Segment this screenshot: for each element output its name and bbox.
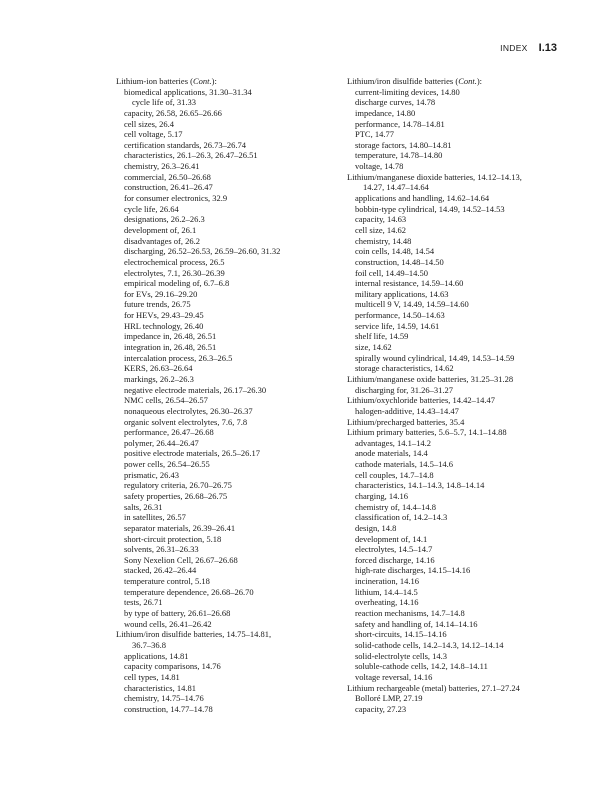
index-subentry: biomedical applications, 31.30–31.34 [124,86,252,97]
index-subentry: cell couples, 14.7–14.8 [355,469,434,480]
index-subentry: classification of, 14.2–14.3 [355,512,448,523]
index-subentry: construction, 26.41–26.47 [124,182,213,193]
index-subentry: electrolytes, 7.1, 26.30–26.39 [124,267,225,278]
index-subentry: shelf life, 14.59 [355,331,409,342]
index-subentry: salts, 26.31 [124,501,163,512]
index-subentry: for consumer electronics, 32.9 [124,193,228,204]
index-subentry: coin cells, 14.48, 14.54 [355,246,435,257]
index-subentry: chemistry, 26.3–26.41 [124,161,200,172]
running-head-section: INDEX [500,43,528,53]
index-subentry: KERS, 26.63–26.64 [124,363,193,374]
index-subentry: solid-electrolyte cells, 14.3 [355,650,448,661]
index-subentry: certification standards, 26.73–26.74 [124,139,247,150]
index-subentry: capacity comparisons, 14.76 [124,661,221,672]
index-subentry: HRL technology, 26.40 [124,320,204,331]
index-subentry: temperature control, 5.18 [124,576,210,587]
index-subentry: spirally wound cylindrical, 14.49, 14.53–14.59 [355,352,515,363]
index-subentry: applications and handling, 14.62–14.64 [355,193,490,204]
index-subentry: bobbin-type cylindrical, 14.49, 14.52–14.53 [355,203,505,214]
index-subentry: intercalation process, 26.3–26.5 [124,352,233,363]
index-subentry: characteristics, 14.81 [124,682,196,693]
index-subentry: nonaqueous electrolytes, 26.30–26.37 [124,405,253,416]
index-continuation: 14.27, 14.47–14.64 [363,182,429,193]
index-subentry: impedance in, 26.48, 26.51 [124,331,217,342]
index-subentry: cell size, 14.62 [355,224,406,235]
index-subentry: foil cell, 14.49–14.50 [355,267,428,278]
index-subentry: designations, 26.2–26.3 [124,214,205,225]
index-subentry: design, 14.8 [355,522,397,533]
page-header [500,42,557,54]
index-subentry: power cells, 26.54–26.55 [124,459,210,470]
index-main-entry: Lithium rechargeable (metal) batteries, 27.1–27.24 [347,682,520,693]
index-subentry: discharging for, 31.26–31.27 [355,384,453,395]
index-subentry: overheating, 14.16 [355,597,419,608]
continued-marker: Cont. [458,76,477,86]
index-subentry: integration in, 26.48, 26.51 [124,342,217,353]
index-subentry: capacity, 27.23 [355,703,407,714]
index-subentry: current-limiting devices, 14.80 [355,86,460,97]
continued-marker: Cont. [192,76,212,86]
index-subentry: cell sizes, 26.4 [124,118,175,129]
index-subentry: wound cells, 26.41–26.42 [124,618,212,629]
index-column-left [116,76,336,714]
index-subentry: for HEVs, 29.43–29.45 [124,310,204,321]
index-subentry: future trends, 26.75 [124,299,191,310]
index-continuation: cycle life of, 31.33 [132,97,196,108]
index-subentry: tests, 26.71 [124,597,163,608]
index-subentry: high-rate discharges, 14.15–14.16 [355,565,471,576]
index-subentry: regulatory criteria, 26.70–26.75 [124,480,232,491]
index-subentry: voltage reversal, 14.16 [355,671,433,682]
index-subentry: short-circuits, 14.15–14.16 [355,629,447,640]
index-subentry: for EVs, 29.16–29.20 [124,288,198,299]
index-subentry: PTC, 14.77 [355,129,394,140]
index-subentry: impedance, 14.80 [355,107,416,118]
index-subentry: charging, 14.16 [355,490,408,501]
index-subentry: negative electrode materials, 26.17–26.30 [124,384,267,395]
index-main-entry: Lithium/iron disulfide batteries, 14.75–14.81, [116,629,272,640]
index-subentry: storage characteristics, 14.62 [355,363,454,374]
index-main-entry: Lithium/manganese dioxide batteries, 14.12–14.13, [347,171,522,182]
index-subentry: electrochemical process, 26.5 [124,256,225,267]
index-subentry: markings, 26.2–26.3 [124,373,194,384]
index-subentry: separator materials, 26.39–26.41 [124,522,236,533]
index-subentry: soluble-cathode cells, 14.2, 14.8–14.11 [355,661,488,672]
index-subentry: chemistry, 14.48 [355,235,412,246]
index-subentry: short-circuit protection, 5.18 [124,533,222,544]
index-column-right [347,76,567,714]
index-subentry: internal resistance, 14.59–14.60 [355,278,464,289]
index-subentry: stacked, 26.42–26.44 [124,565,197,576]
index-subentry: capacity, 26.58, 26.65–26.66 [124,107,222,118]
index-subentry: voltage, 14.78 [355,161,404,172]
index-subentry: chemistry, 14.75–14.76 [124,693,204,704]
index-subentry: characteristics, 14.1–14.3, 14.8–14.14 [355,480,485,491]
index-subentry: discharge curves, 14.78 [355,97,436,108]
index-subentry: in satellites, 26.57 [124,512,186,523]
index-subentry: reaction mechanisms, 14.7–14.8 [355,608,465,619]
index-subentry: commercial, 26.50–26.68 [124,171,211,182]
index-subentry: Sony Nexelion Cell, 26.67–26.68 [124,554,238,565]
index-subentry: Bolloré LMP, 27.19 [355,693,423,704]
index-subentry: lithium, 14.4–14.5 [355,586,418,597]
index-subentry: applications, 14.81 [124,650,189,661]
index-subentry: electrolytes, 14.5–14.7 [355,544,433,555]
index-subentry: forced discharge, 14.16 [355,554,435,565]
index-subentry: by type of battery, 26.61–26.68 [124,608,231,619]
index-subentry: advantages, 14.1–14.2 [355,437,432,448]
index-subentry: performance, 14.50–14.63 [355,310,445,321]
index-subentry: military applications, 14.63 [355,288,449,299]
index-subentry: positive electrode materials, 26.5–26.17 [124,448,260,459]
index-main-entry: Lithium/oxychloride batteries, 14.42–14.47 [347,395,496,406]
index-subentry: NMC cells, 26.54–26.57 [124,395,208,406]
index-subentry: safety properties, 26.68–26.75 [124,490,228,501]
index-main-entry: Lithium-ion batteries (Cont.): [116,76,217,86]
index-subentry: chemistry of, 14.4–14.8 [355,501,436,512]
index-subentry: development of, 26.1 [124,224,197,235]
index-subentry: discharging, 26.52–26.53, 26.59–26.60, 31.32 [124,246,281,257]
index-subentry: solid-cathode cells, 14.2–14.3, 14.12–14.14 [355,639,504,650]
index-subentry: construction, 14.77–14.78 [124,703,213,714]
index-subentry: multicell 9 V, 14.49, 14.59–14.60 [355,299,469,310]
index-subentry: halogen-additive, 14.43–14.47 [355,405,459,416]
index-subentry: characteristics, 26.1–26.3, 26.47–26.51 [124,150,258,161]
index-subentry: safety and handling of, 14.14–14.16 [355,618,478,629]
index-subentry: empirical modeling of, 6.7–6.8 [124,278,230,289]
index-subentry: performance, 14.78–14.81 [355,118,445,129]
index-subentry: disadvantages of, 26.2 [124,235,201,246]
index-subentry: prismatic, 26.43 [124,469,180,480]
index-subentry: cathode materials, 14.5–14.6 [355,459,453,470]
index-subentry: anode materials, 14.4 [355,448,428,459]
index-main-entry: Lithium primary batteries, 5.6–5.7, 14.1–14.88 [347,427,507,438]
index-main-entry: Lithium/manganese oxide batteries, 31.25–31.28 [347,373,514,384]
page-number: I.13 [538,42,557,54]
index-subentry: polymer, 26.44–26.47 [124,437,199,448]
index-subentry: storage factors, 14.80–14.81 [355,139,452,150]
index-subentry: organic solvent electrolytes, 7.6, 7.8 [124,416,248,427]
index-subentry: capacity, 14.63 [355,214,407,225]
index-subentry: solvents, 26.31–26.33 [124,544,199,555]
index-subentry: development of, 14.1 [355,533,428,544]
index-subentry: size, 14.62 [355,342,392,353]
index-subentry: service life, 14.59, 14.61 [355,320,440,331]
index-subentry: temperature, 14.78–14.80 [355,150,443,161]
index-subentry: cycle life, 26.64 [124,203,179,214]
index-continuation: 36.7–36.8 [132,639,166,650]
index-subentry: temperature dependence, 26.68–26.70 [124,586,254,597]
index-subentry: cell voltage, 5.17 [124,129,183,140]
index-main-entry: Lithium/iron disulfide batteries (Cont.): [347,76,483,86]
index-subentry: construction, 14.48–14.50 [355,256,444,267]
index-subentry: performance, 26.47–26.68 [124,427,214,438]
index-subentry: cell types, 14.81 [124,671,180,682]
index-subentry: incineration, 14.16 [355,576,419,587]
index-main-entry: Lithium/precharged batteries, 35.4 [347,416,465,427]
